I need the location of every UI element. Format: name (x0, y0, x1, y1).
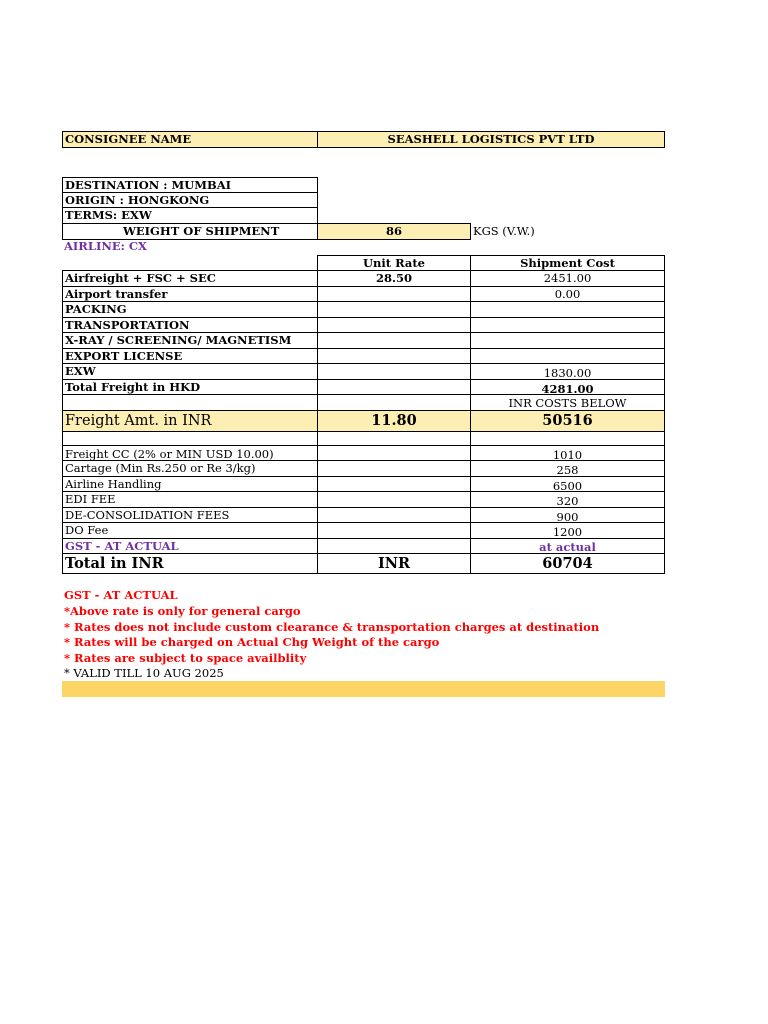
charge-row-blank (317, 522, 471, 539)
spacer-right (470, 431, 665, 446)
consignee-label: CONSIGNEE NAME (62, 131, 318, 148)
rate-row-label: EXPORT LICENSE (62, 348, 318, 365)
charge-row-label: DE-CONSOLIDATION FEES (62, 507, 318, 524)
charge-row-blank (317, 476, 471, 493)
weight-label: WEIGHT OF SHIPMENT (62, 223, 318, 240)
origin-cell: ORIGIN : HONGKONG (62, 192, 318, 208)
rate-row-label: Airfreight + FSC + SEC (62, 270, 318, 287)
total-inr-currency: INR (317, 553, 471, 574)
weight-unit: KGS (V.W.) (473, 224, 535, 238)
charge-row-value: 6500 (470, 476, 665, 493)
charge-row-label: Airline Handling (62, 476, 318, 493)
total-freight-value: 4281.00 (470, 379, 665, 396)
note-line: *Above rate is only for general cargo (64, 604, 301, 618)
charge-row-label: EDI FEE (62, 491, 318, 508)
note-line: * Rates will be charged on Actual Chg Weight of the cargo (64, 635, 440, 649)
rate-row-cost: 2451.00 (470, 270, 665, 287)
rate-row-cost (470, 301, 665, 318)
freight-inr-label: Freight Amt. in INR (62, 410, 318, 432)
charge-row-label: DO Fee (62, 522, 318, 539)
gst-blank (317, 538, 471, 555)
rate-row-cost: 0.00 (470, 286, 665, 303)
rate-row-cost (470, 348, 665, 365)
charge-row-blank (317, 460, 471, 477)
charge-row-value: 900 (470, 507, 665, 524)
validity-note: * VALID TILL 10 AUG 2025 (64, 666, 224, 680)
charge-row-blank (317, 507, 471, 524)
rate-row-unit (317, 363, 471, 380)
rate-row-label: EXW (62, 363, 318, 380)
rate-row-unit (317, 301, 471, 318)
spacer-mid (317, 431, 471, 446)
charge-row-label: Freight CC (2% or MIN USD 10.00) (62, 445, 318, 462)
charge-row-value: 258 (470, 460, 665, 477)
rate-row-cost: 1830.00 (470, 363, 665, 380)
charge-row-blank (317, 491, 471, 508)
rate-row-cost (470, 317, 665, 334)
charge-row-value: 1010 (470, 445, 665, 462)
terms-cell: TERMS: EXW (62, 207, 318, 224)
spacer-left (62, 431, 318, 446)
rate-row-label: X-RAY / SCREENING/ MAGNETISM (62, 332, 318, 349)
freight-inr-value: 50516 (470, 410, 665, 432)
total-inr-value: 60704 (470, 553, 665, 574)
inr-costs-below: INR COSTS BELOW (470, 394, 665, 411)
notes-gst: GST - AT ACTUAL (64, 588, 178, 602)
gst-value: at actual (470, 538, 665, 555)
rate-row-label: PACKING (62, 301, 318, 318)
weight-value: 86 (317, 223, 471, 240)
gst-label: GST - AT ACTUAL (62, 538, 318, 555)
airline-label: AIRLINE: CX (64, 239, 147, 253)
rate-row-cost (470, 332, 665, 349)
rate-row-unit (317, 286, 471, 303)
note-line: * Rates does not include custom clearance & transportation charges at destination (64, 620, 600, 634)
charge-row-value: 320 (470, 491, 665, 508)
rate-row-unit: 28.50 (317, 270, 471, 287)
rate-row-label: TRANSPORTATION (62, 317, 318, 334)
charge-row-blank (317, 445, 471, 462)
charge-row-label: Cartage (Min Rs.250 or Re 3/kg) (62, 460, 318, 477)
exchange-rate: 11.80 (317, 410, 471, 432)
charge-row-value: 1200 (470, 522, 665, 539)
rate-row-label: Airport transfer (62, 286, 318, 303)
rate-row-unit (317, 348, 471, 365)
rate-row-unit (317, 317, 471, 334)
consignee-value: SEASHELL LOGISTICS PVT LTD (317, 131, 665, 148)
total-freight-unit-blank (317, 379, 471, 396)
inr-costs-blank-mid (317, 394, 471, 411)
rate-row-unit (317, 332, 471, 349)
unit-rate-header: Unit Rate (317, 255, 471, 271)
total-inr-label: Total in INR (62, 553, 318, 574)
total-freight-label: Total Freight in HKD (62, 379, 318, 396)
footer-band (62, 681, 665, 697)
note-line: * Rates are subject to space availblity (64, 651, 307, 665)
shipment-cost-header: Shipment Cost (470, 255, 665, 271)
inr-costs-blank-left (62, 394, 318, 411)
destination-cell: DESTINATION : MUMBAI (62, 177, 318, 193)
